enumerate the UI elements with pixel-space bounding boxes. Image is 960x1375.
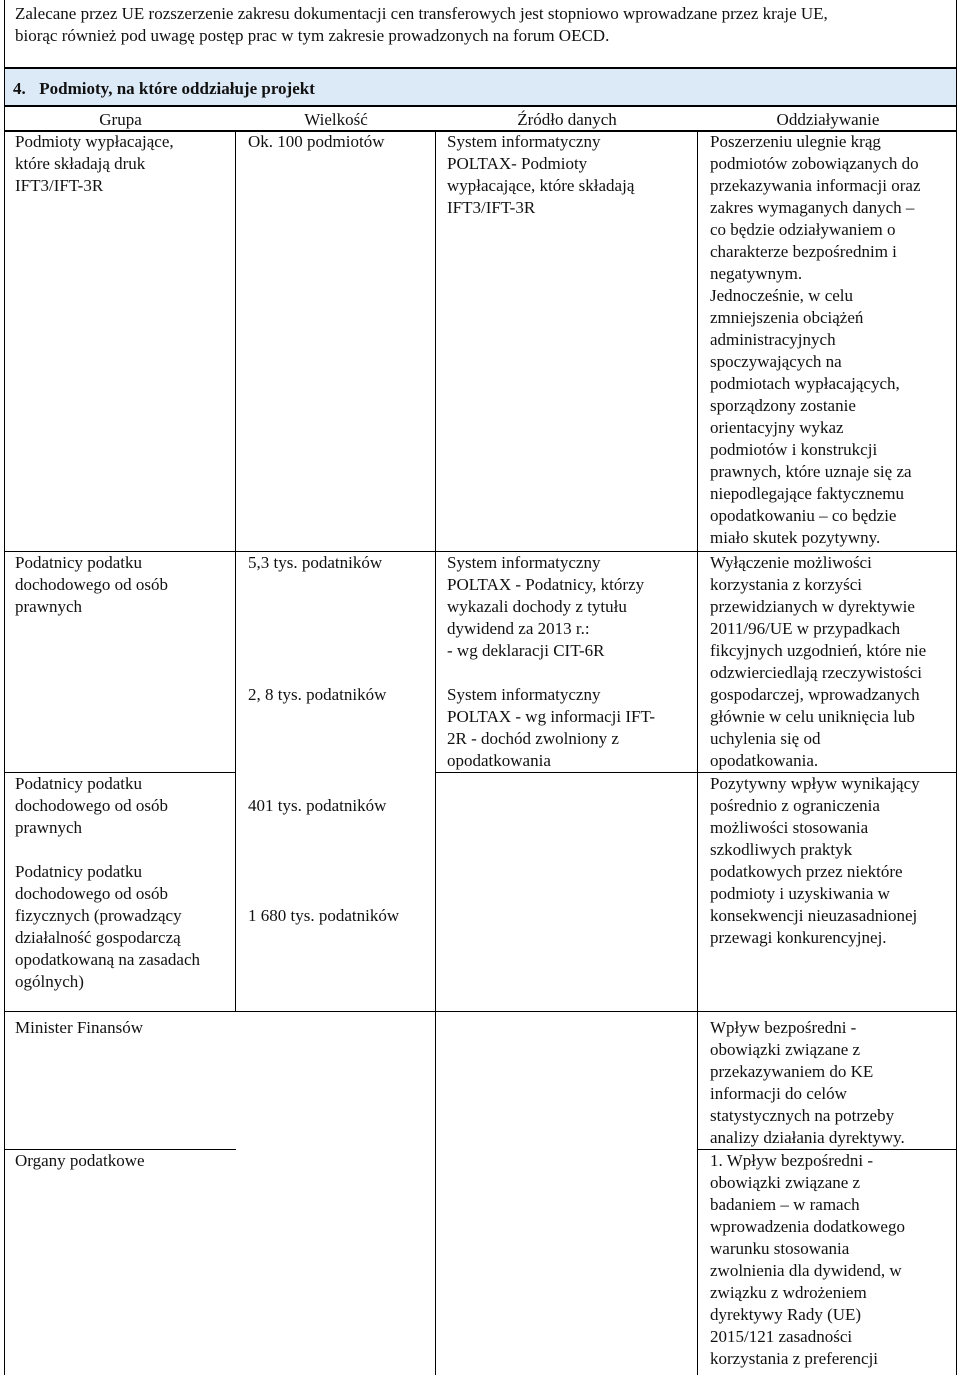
row2-size-b: 2, 8 tys. podatników (248, 685, 387, 704)
col-divider-3 (697, 131, 698, 1375)
column-header-row (4, 106, 957, 131)
row1-source: System informatyczny POLTAX- Podmioty wypłacające, które składają IFT3/IFT-3R (447, 132, 635, 217)
row3-group-b: Podatnicy podatku dochodowego od osób fizycznych (prowadzący działalność gospodarczą opodatkowaną na zasadach ogólnych) (15, 862, 201, 991)
row5-impact: 1. Wpływ bezpośredni - obowiązki związane z badaniem – w ramach wprowadzenia dodatkowego warunku stosowania zwolnienia dla dywidend, w związku z wdrożeniem dyrektywy Rady (UE) 2015/121 zasadności korzystania z preferencji (710, 1151, 905, 1368)
row-divider-3 (4, 1011, 957, 1012)
row2-group: Podatnicy podatku dochodowego od osób prawnych (15, 553, 168, 616)
section-number: 4. (13, 79, 26, 98)
section-header (4, 68, 957, 106)
intro-line-2: biorąc również pod uwagę postęp prac w tym zakresie prowadzonych na forum OECD. (15, 26, 610, 45)
column-header-size: Wielkość (304, 110, 368, 129)
row2-source-a: System informatyczny POLTAX - Podatnicy, którzy wykazali dochody z tytułu dywidend za 2013 r.: - wg deklaracji CIT-6R (447, 553, 645, 660)
row4-group: Minister Finansów (15, 1018, 143, 1037)
row1-group: Podmioty wypłacające, które składają druk IFT3/IFT-3R (15, 132, 174, 195)
intro-line-1: Zalecane przez UE rozszerzenie zakresu dokumentacji cen transferowych jest stopniowo wprowadzane przez kraje UE, (15, 4, 828, 23)
row3-group-a: Podatnicy podatku dochodowego od osób prawnych (15, 774, 168, 837)
row3-size-b: 1 680 tys. podatników (248, 906, 400, 925)
col-divider-2 (435, 131, 436, 1375)
column-header-group: Grupa (99, 110, 142, 129)
row1-size: Ok. 100 podmiotów (248, 132, 385, 151)
row4-impact: Wpływ bezpośredni - obowiązki związane z przekazywaniem do KE informacji do celów statystycznych na potrzeby analizy działania dyrektywy. (710, 1018, 905, 1147)
row3-size-a: 401 tys. podatników (248, 796, 387, 815)
row1-impact: Poszerzeniu ulegnie krąg podmiotów zobowiązanych do przekazywania informacji oraz zakres wymaganych danych – co będzie odziaływaniem o charakterze bezpośrednim i negatywnym. Jednocześnie, w celu zmniejszenia obciążeń administracyjnych spoczywających na podmiotach wypłacających, sporządzony zostanie orientacyjny wykaz podmiotów i konstrukcji prawnych, które uznaje się za niepodlegające faktycznemu opodatkowaniu – co będzie miało skutek pozytywny. (710, 132, 921, 547)
row2-impact: Wyłączenie możliwości korzystania z korzyści przewidzianych w dyrektywie 2011/96/UE w przypadkach fikcyjnych uzgodnień, które nie odzwierciedlają rzeczywistości gospodarczej, wprowadzanych głównie w celu uniknięcia lub uchylenia się od opodatkowania. (710, 553, 927, 770)
row5-group: Organy podatkowe (15, 1151, 145, 1170)
row2-source-b: System informatyczny POLTAX - wg informacji IFT- 2R - dochód zwolniony z opodatkowania (447, 685, 655, 770)
row2-size-a: 5,3 tys. podatników (248, 553, 383, 572)
column-header-impact: Oddziaływanie (776, 110, 880, 129)
column-header-source: Źródło danych (517, 110, 617, 129)
row3-impact: Pozytywny wpływ wynikający pośrednio z ograniczenia możliwości stosowania szkodliwych praktyk podatkowych przez niektóre podmioty i uzyskiwania w konsekwencji nieuzasadnionej przewagi konkurencyjnej. (710, 774, 920, 947)
col-divider-1 (235, 131, 236, 1011)
intro-box (4, 0, 957, 68)
section-title: Podmioty, na które oddziałuje projekt (39, 79, 315, 98)
